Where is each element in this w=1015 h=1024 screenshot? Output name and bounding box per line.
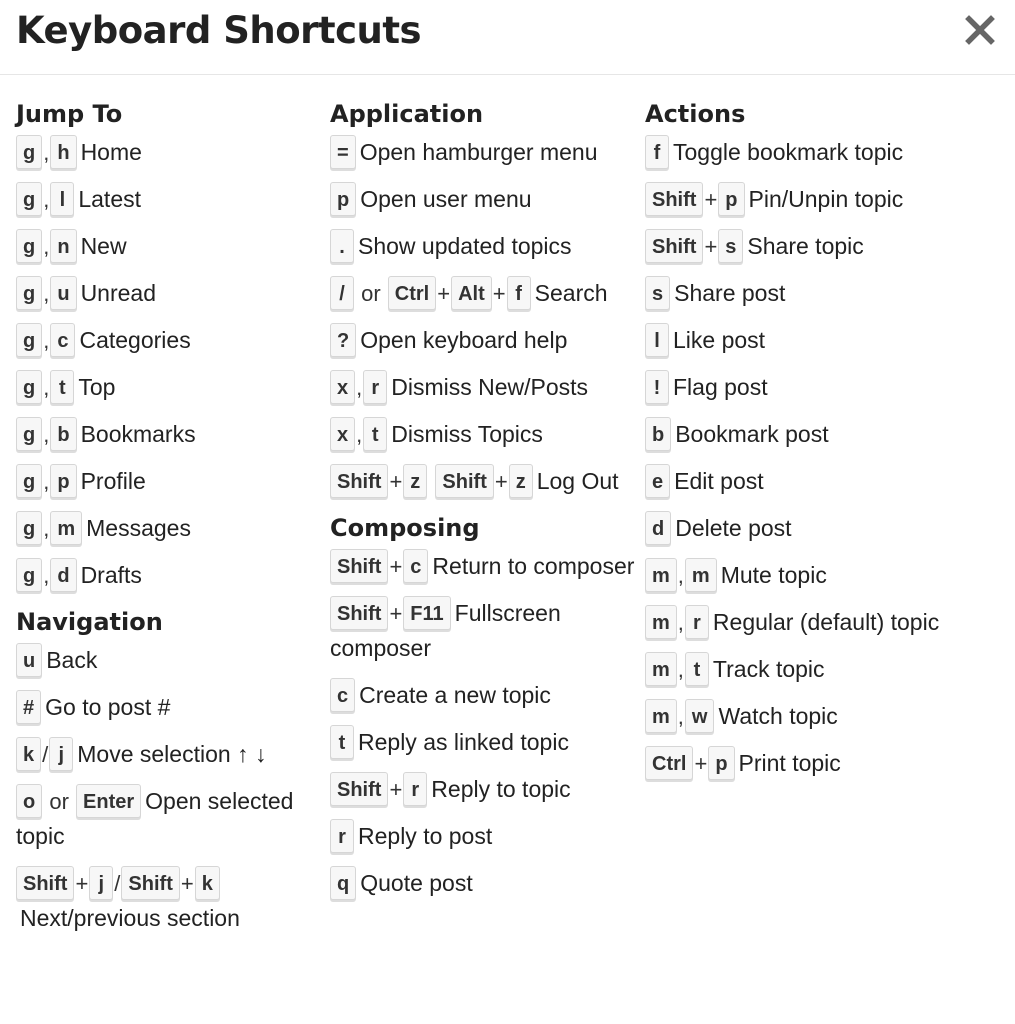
key-cap: ? [330,323,356,357]
key-cap: g [16,464,42,498]
shortcut-keys [330,823,354,849]
key-cap: k [16,737,41,771]
shortcut-description: New [80,233,127,259]
shortcut-keys [16,186,74,212]
key-cap: Shift [645,182,703,216]
shortcut-description: Reply to post [358,823,493,849]
key-cap: # [16,690,41,724]
key-cap: q [330,866,356,900]
key-cap: w [685,699,715,733]
key-cap: Shift [121,866,179,900]
shortcut-keys [645,374,669,400]
key-cap: t [330,725,354,759]
key-cap: d [50,558,76,592]
key-separator: + [389,554,403,579]
key-cap: s [718,229,743,263]
shortcut-description: Track topic [712,656,825,682]
shortcut-description: Top [78,374,116,400]
key-cap: p [718,182,744,216]
key-cap: s [645,276,670,310]
shortcut-description: Go to post # [45,694,171,720]
shortcut-description: Messages [86,515,191,541]
key-separator: + [75,871,89,896]
key-cap: f [507,276,531,310]
shortcut-item [16,866,328,936]
key-separator: or [355,281,387,306]
key-separator: + [389,777,403,802]
shortcut-item [330,464,640,499]
shortcut-item [645,558,945,593]
key-cap: r [403,772,427,806]
shortcut-column-3 [645,97,945,793]
key-separator: , [356,422,363,447]
shortcut-keys [16,468,77,494]
shortcut-keys [645,609,709,635]
key-cap: m [645,699,677,733]
shortcut-description: Open hamburger menu [359,139,598,165]
shortcut-keys [16,741,73,767]
shortcut-item [330,276,640,311]
shortcut-item [330,417,640,452]
key-cap: z [403,464,427,498]
key-cap: j [49,737,73,771]
key-cap: Alt [451,276,492,310]
shortcut-keys [645,703,714,729]
shortcut-keys [645,750,735,776]
shortcut-item [16,643,328,678]
key-cap: Shift [330,464,388,498]
key-cap: o [16,784,42,818]
key-separator: + [704,187,718,212]
key-separator [428,469,434,494]
shortcut-description: Share topic [747,233,864,259]
shortcut-description: Print topic [738,750,841,776]
modal-title: Keyboard Shortcuts [16,9,422,52]
shortcut-item [645,229,945,264]
key-separator: , [43,375,50,400]
key-separator: + [389,469,403,494]
shortcut-keys [330,468,533,494]
key-cap: Shift [330,772,388,806]
key-cap: d [645,511,671,545]
shortcut-keys [16,515,82,541]
key-cap: g [16,229,42,263]
shortcut-description: Reply to topic [431,776,571,802]
shortcut-item [645,276,945,311]
shortcut-list-composing [330,549,640,901]
shortcut-description: Create a new topic [359,682,551,708]
section-title-jump-to: Jump To [16,100,123,128]
section-title-application: Application [330,100,484,128]
key-cap: g [16,417,42,451]
key-cap: n [50,229,76,263]
key-separator: + [437,281,451,306]
key-cap: u [16,643,42,677]
close-button[interactable] [960,10,1000,50]
shortcut-description: Home [80,139,142,165]
shortcut-description: Unread [80,280,156,306]
key-cap: j [89,866,113,900]
key-separator: , [356,375,363,400]
shortcut-keys [16,327,75,353]
shortcut-description: Dismiss Topics [391,421,543,447]
key-separator: , [677,704,684,729]
shortcut-item [330,182,640,217]
key-cap: Ctrl [388,276,436,310]
shortcut-keys [330,682,355,708]
shortcut-description: Latest [78,186,141,212]
shortcut-item [330,370,640,405]
shortcut-keys [645,233,743,259]
shortcut-item [16,417,328,452]
key-separator: / [42,742,49,767]
key-separator: + [704,234,718,259]
key-separator: , [677,657,684,682]
key-cap: c [403,549,428,583]
shortcut-item [645,323,945,358]
shortcut-item [330,323,640,358]
shortcut-description: Like post [673,327,766,353]
key-separator: + [694,751,708,776]
shortcut-keys [330,421,387,447]
key-cap: l [50,182,74,216]
shortcut-description: Regular (default) topic [712,609,940,635]
shortcut-description: Dismiss New/Posts [391,374,589,400]
shortcut-item [16,370,328,405]
shortcut-keys [330,280,531,306]
key-cap: t [685,652,709,686]
key-separator: , [43,563,50,588]
key-cap: ! [645,370,669,404]
key-separator: + [389,601,403,626]
key-cap: r [363,370,387,404]
key-cap: g [16,276,42,310]
key-separator: , [43,422,50,447]
shortcut-keys [16,870,220,896]
key-cap: l [645,323,669,357]
shortcut-keys [330,870,356,896]
key-cap: m [645,605,677,639]
key-cap: m [645,652,677,686]
shortcut-item [16,784,328,854]
key-cap: Enter [76,784,141,818]
key-cap: x [330,370,355,404]
shortcut-item [16,135,328,170]
key-cap: Shift [330,549,388,583]
key-cap: t [50,370,74,404]
shortcut-item [645,699,945,734]
shortcut-description: Profile [80,468,146,494]
key-separator: , [43,187,50,212]
key-cap: / [330,276,354,310]
shortcut-item [16,511,328,546]
shortcut-item [16,182,328,217]
key-separator: or [43,789,76,814]
shortcut-item [645,135,945,170]
key-cap: p [330,182,356,216]
shortcut-keys [330,553,428,579]
shortcut-keys [330,327,356,353]
key-cap: t [363,417,387,451]
key-cap: m [645,558,677,592]
shortcut-description: Quote post [360,870,473,896]
shortcut-keys [330,374,387,400]
shortcut-keys [330,186,356,212]
key-cap: . [330,229,354,263]
key-cap: g [16,370,42,404]
key-separator: / [114,871,121,896]
shortcut-description: Open user menu [360,186,532,212]
key-separator: , [677,563,684,588]
shortcut-item [16,690,328,725]
shortcut-keys [16,647,42,673]
shortcut-keys [645,562,717,588]
shortcut-keys [16,421,77,447]
shortcut-description: Pin/Unpin topic [748,186,904,212]
shortcut-description: Reply as linked topic [358,729,569,755]
shortcut-item [645,605,945,640]
shortcut-description: Open selected topic [16,788,294,849]
shortcut-item [330,725,640,760]
shortcut-description: Mute topic [720,562,827,588]
shortcut-keys [645,656,709,682]
shortcut-item [645,464,945,499]
key-cap: e [645,464,670,498]
shortcut-item [16,323,328,358]
close-icon [965,15,995,45]
shortcut-list-application [330,135,640,499]
key-separator: , [43,469,50,494]
shortcut-list-jump-to [16,135,328,593]
shortcut-item [16,229,328,264]
shortcut-keys [330,139,356,165]
key-cap: g [16,135,42,169]
shortcut-keys [16,694,41,720]
section-title-composing: Composing [330,514,480,542]
shortcut-description: Bookmarks [80,421,196,447]
shortcut-description: Show updated topics [358,233,572,259]
key-cap: h [50,135,76,169]
key-cap: k [195,866,220,900]
modal-header [0,0,1015,75]
key-cap: f [645,135,669,169]
key-cap: Shift [435,464,493,498]
shortcut-description: Fullscreen composer [330,600,561,661]
key-separator: + [492,281,506,306]
shortcut-description: Edit post [674,468,764,494]
shortcut-item [16,276,328,311]
shortcut-keys [16,562,77,588]
key-cap: x [330,417,355,451]
shortcut-item [330,229,640,264]
shortcut-item [645,370,945,405]
shortcut-item [16,558,328,593]
shortcut-description: Log Out [536,468,619,494]
key-cap: = [330,135,356,169]
shortcut-description: Return to composer [432,553,635,579]
key-cap: c [50,323,75,357]
shortcut-item [330,135,640,170]
key-cap: g [16,182,42,216]
shortcut-list-navigation [16,643,328,936]
shortcut-item [16,737,328,772]
shortcut-item [645,746,945,781]
key-cap: z [509,464,533,498]
key-cap: g [16,323,42,357]
key-separator: , [43,234,50,259]
shortcut-keys [645,139,669,165]
shortcut-description: Toggle bookmark topic [673,139,904,165]
section-title-actions: Actions [645,100,746,128]
shortcut-column-1 [16,97,328,948]
shortcut-keys [16,788,141,814]
shortcut-description: Next/previous section [20,905,240,931]
shortcut-description: Open keyboard help [360,327,568,353]
key-cap: F11 [403,596,450,630]
key-cap: Ctrl [645,746,693,780]
shortcut-keys [645,280,670,306]
shortcut-description: Move selection ↑ ↓ [77,741,267,767]
shortcut-item [330,772,640,807]
shortcut-keys [645,327,669,353]
key-separator: , [43,140,50,165]
key-cap: r [330,819,354,853]
key-separator: , [43,328,50,353]
key-cap: p [50,464,76,498]
section-title-navigation: Navigation [16,608,163,636]
key-separator: , [43,281,50,306]
key-cap: Shift [16,866,74,900]
shortcut-keys [330,600,451,626]
shortcut-keys [16,139,77,165]
shortcut-list-actions [645,135,945,781]
key-cap: g [16,558,42,592]
key-cap: b [645,417,671,451]
key-separator: , [43,516,50,541]
shortcut-keys [330,729,354,755]
shortcut-description: Drafts [80,562,142,588]
shortcut-description: Watch topic [718,703,838,729]
shortcut-item [330,678,640,713]
shortcut-keys [16,233,77,259]
shortcut-item [330,596,640,666]
key-cap: m [685,558,717,592]
key-cap: m [50,511,82,545]
shortcut-keys [16,374,74,400]
shortcut-description: Search [534,280,608,306]
shortcut-keys [330,776,427,802]
shortcut-item [645,417,945,452]
shortcut-item [330,866,640,901]
shortcut-item [645,511,945,546]
key-separator: , [677,610,684,635]
key-cap: b [50,417,76,451]
key-cap: u [50,276,76,310]
key-separator: + [180,871,194,896]
shortcut-item [16,464,328,499]
shortcut-description: Delete post [675,515,792,541]
shortcut-description: Flag post [673,374,768,400]
shortcut-item [645,652,945,687]
shortcut-keys [330,233,354,259]
key-cap: r [685,605,709,639]
shortcut-keys [645,515,671,541]
key-cap: c [330,678,355,712]
key-cap: Shift [645,229,703,263]
shortcut-keys [645,421,671,447]
shortcut-column-2 [330,97,640,913]
shortcut-keys [645,468,670,494]
shortcut-item [330,549,640,584]
key-cap: g [16,511,42,545]
shortcut-item [645,182,945,217]
key-separator: + [494,469,508,494]
key-cap: Shift [330,596,388,630]
shortcut-description: Categories [79,327,191,353]
shortcut-description: Share post [674,280,786,306]
shortcut-keys [16,280,77,306]
shortcut-description: Back [46,647,98,673]
shortcut-description: Bookmark post [675,421,829,447]
shortcut-item [330,819,640,854]
shortcut-keys [645,186,745,212]
key-cap: p [708,746,734,780]
